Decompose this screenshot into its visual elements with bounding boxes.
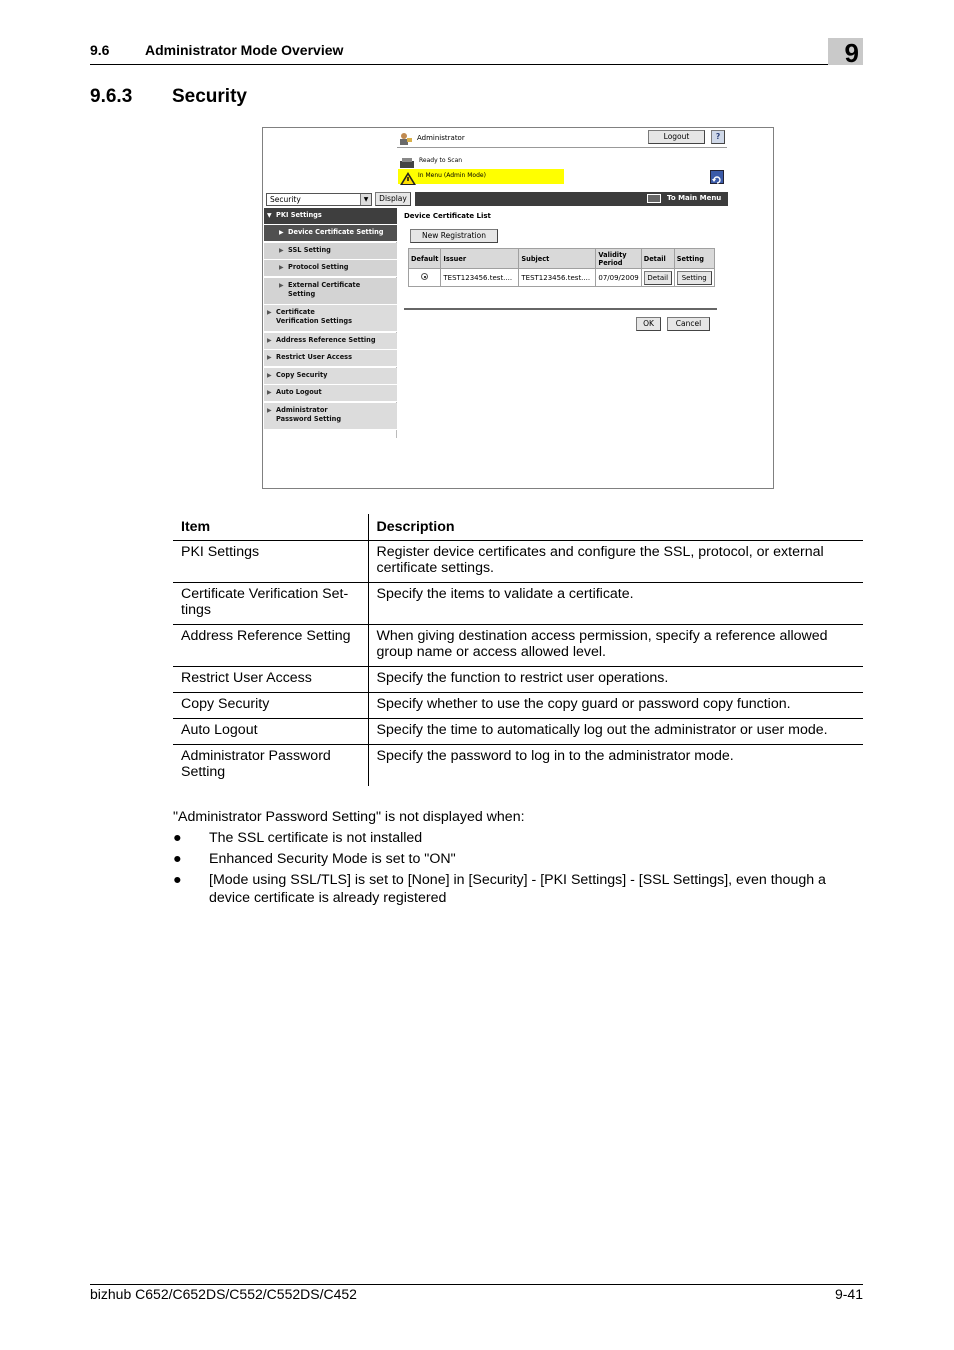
table-row [173,667,863,693]
arrow-right-icon: ▶ [267,354,272,361]
main-menu-link[interactable]: To Main Menu [667,194,722,202]
item-cell: Address Reference Setting [173,625,368,667]
nav-certificate-verification-settings[interactable]: ▶ Certificate Verification Settings [264,305,397,332]
header-section-number: 9.6 [90,42,110,58]
description-cell: Specify whether to use the copy guard or password copy function. [368,693,863,719]
table-row [173,719,863,745]
footer-page-number: 9-41 [834,1286,863,1302]
table-row [173,583,863,625]
ok-button[interactable]: OK [636,317,661,331]
expanded-arrow-icon: ▼ [267,212,272,219]
th-detail: Detail [641,249,674,269]
certificate-table [408,248,715,287]
description-cell: Register device certificates and configure the SSL, protocol, or external certificate settings. [368,541,863,583]
nav-protocol-setting[interactable]: ▶ Protocol Setting [264,260,397,277]
th-description: Description [368,514,863,541]
nav-copy-security[interactable]: ▶ Copy Security [264,368,397,385]
cancel-button[interactable]: Cancel [667,317,710,331]
table-row [173,625,863,667]
list-item: ● The SSL certificate is not installed [173,830,423,846]
th-subject: Subject [519,249,596,269]
header-rule [90,64,863,65]
nav-device-certificate-setting[interactable]: ▶ Device Certificate Setting [264,225,397,242]
description-cell: Specify the time to automatically log out the administrator or user mode. [368,719,863,745]
description-cell: When giving destination access permission, specify a reference allowed group name or access allowed level. [368,625,863,667]
arrow-right-icon: ▶ [267,407,272,414]
list-item: ● Enhanced Security Mode is set to "ON" [173,851,456,867]
issuer-cell: TEST123456.test.... [441,269,519,287]
bullet-icon: ● [173,872,182,888]
note-bullets [173,829,863,910]
footer-rule [90,1284,863,1285]
default-radio-cell[interactable] [409,269,441,287]
chevron-down-icon: ▼ [360,194,371,205]
arrow-right-icon: ▶ [279,264,284,271]
top-rule [397,147,727,148]
bullet-icon: ● [173,830,182,846]
admin-icon [399,131,413,145]
item-cell: Certificate Verification Set-tings [173,583,368,625]
heading-number: 9.6.3 [90,86,133,107]
arrow-right-icon: ▶ [279,247,284,254]
item-cell: Copy Security [173,693,368,719]
nav-administrator-password-setting[interactable]: ▶ Administrator Password Setting [264,403,397,430]
chapter-number: 9 [828,38,863,65]
status-text: Ready to Scan [419,157,463,164]
setting-button[interactable]: Setting [677,271,712,285]
nav-ssl-setting[interactable]: ▶ SSL Setting [264,243,397,260]
item-cell: Auto Logout [173,719,368,745]
arrow-right-icon: ▶ [279,229,284,236]
description-cell: Specify the items to validate a certificate. [368,583,863,625]
th-setting: Setting [674,249,714,269]
description-cell: Specify the function to restrict user operations. [368,667,863,693]
bullet-icon: ● [173,851,182,867]
subject-cell: TEST123456.test.... [519,269,596,287]
setting-cell [674,269,714,287]
th-issuer: Issuer [441,249,519,269]
th-item: Item [173,514,368,541]
nav-address-reference-setting[interactable]: ▶ Address Reference Setting [264,333,397,350]
nav-auto-logout[interactable]: ▶ Auto Logout [264,385,397,402]
note-intro: "Administrator Password Setting" is not displayed when: [173,809,525,825]
th-validity-period: Validity Period [596,249,641,269]
item-cell: Restrict User Access [173,667,368,693]
arrow-right-icon: ▶ [267,309,272,316]
main-menu-bar [415,192,728,206]
list-title: Device Certificate List [404,212,491,220]
table-row [173,541,863,583]
category-select[interactable] [266,193,372,206]
category-select-value: Security [270,195,301,204]
header-section-title: Administrator Mode Overview [145,42,344,58]
new-registration-button[interactable]: New Registration [410,229,498,243]
mode-text: In Menu (Admin Mode) [418,172,486,179]
admin-label: Administrator [417,134,465,142]
heading-title: Security [172,86,247,107]
security-screenshot [262,127,774,489]
logout-button[interactable]: Logout [648,130,705,144]
arrow-right-icon: ▶ [267,337,272,344]
item-cell: PKI Settings [173,541,368,583]
item-cell: Administrator Password Setting [173,745,368,787]
content-divider [404,308,717,310]
display-button[interactable]: Display [375,192,411,206]
mode-status [398,169,564,184]
description-table [173,514,863,786]
arrow-right-icon: ▶ [267,372,272,379]
table-row [173,745,863,787]
left-nav [264,208,397,438]
main-menu-icon [647,194,661,203]
nav-external-certificate-setting[interactable]: ▶ External Certificate Setting [264,278,397,305]
nav-restrict-user-access[interactable]: ▶ Restrict User Access [264,350,397,367]
footer-product: bizhub C652/C652DS/C552/C552DS/C452 [90,1286,357,1302]
table-row [173,693,863,719]
radio-button[interactable] [421,273,428,280]
description-cell: Specify the password to log in to the administrator mode. [376,748,734,764]
list-item: ● [Mode using SSL/TLS] is set to [None] in [Security] - [PKI Settings] - [SSL Settings], even though a device certificate is already registered [173,872,826,906]
arrow-right-icon: ▶ [267,389,272,396]
nav-pki-settings[interactable]: ▼ PKI Settings [264,208,397,225]
detail-button[interactable]: Detail [644,271,672,285]
warning-icon [400,170,416,189]
arrow-right-icon: ▶ [279,282,284,289]
th-default: Default [409,249,441,269]
table-row [409,269,715,287]
detail-cell [641,269,674,287]
help-button[interactable]: ? [711,130,725,144]
validity-cell: 07/09/2009 [596,269,641,287]
refresh-icon[interactable] [710,170,724,184]
